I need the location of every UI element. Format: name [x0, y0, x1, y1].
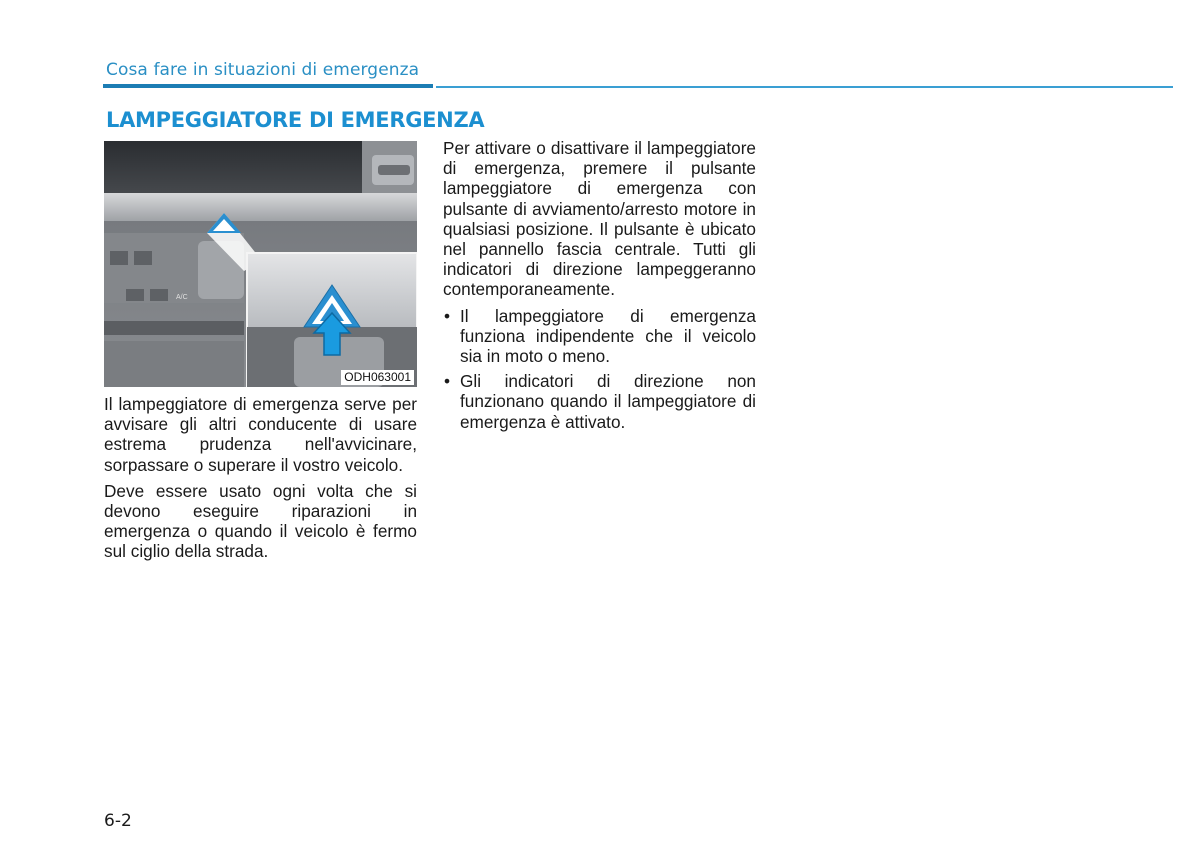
header-rule-accent: [103, 84, 433, 88]
right-column: [443, 138, 756, 437]
section-header: Cosa fare in situazioni di emergenza: [106, 60, 420, 80]
paragraph: Il lampeggiatore di emergenza serve per avvisare gli altri conducente di usare estrema prudenza nell'avvicinare, sorpassare o superare il vostro veicolo.: [104, 394, 417, 475]
bullet-list: [443, 306, 756, 432]
page-number: 6-2: [104, 811, 132, 831]
header-rule: [436, 86, 1173, 88]
left-column: [104, 394, 417, 568]
list-item-text: Il lampeggiatore di emergenza funziona indipendente che il veicolo sia in moto o meno.: [460, 305, 756, 367]
bullet-icon: •: [444, 305, 451, 326]
list-item: [443, 306, 756, 367]
list-item-text: Gli indicatori di direzione non funzionano quando il lampeggiatore di emergenza è attivato.: [460, 371, 756, 432]
page-title: LAMPEGGIATORE DI EMERGENZA: [106, 108, 485, 132]
figure-code: ODH063001: [341, 370, 414, 385]
paragraph: Deve essere usato ogni volta che si devono eseguire riparazioni in emergenza o quando il veicolo è fermo sul ciglio della strada.: [104, 480, 417, 562]
ac-label: A/C: [176, 294, 188, 301]
hazard-button-illustration: [104, 141, 417, 387]
list-item: [443, 371, 756, 432]
bullet-icon: •: [444, 371, 451, 392]
paragraph: Per attivare o disattivare il lampeggiatore di emergenza, premere il pulsante lampeggiatore di emergenza con pulsante di avviamento/arresto motore in qualsiasi posizione. Il pulsante è ubicato nel pannello fascia centrale. Tutti gli indicatori di direzione lampeggeranno contemporaneamente.: [443, 138, 756, 300]
